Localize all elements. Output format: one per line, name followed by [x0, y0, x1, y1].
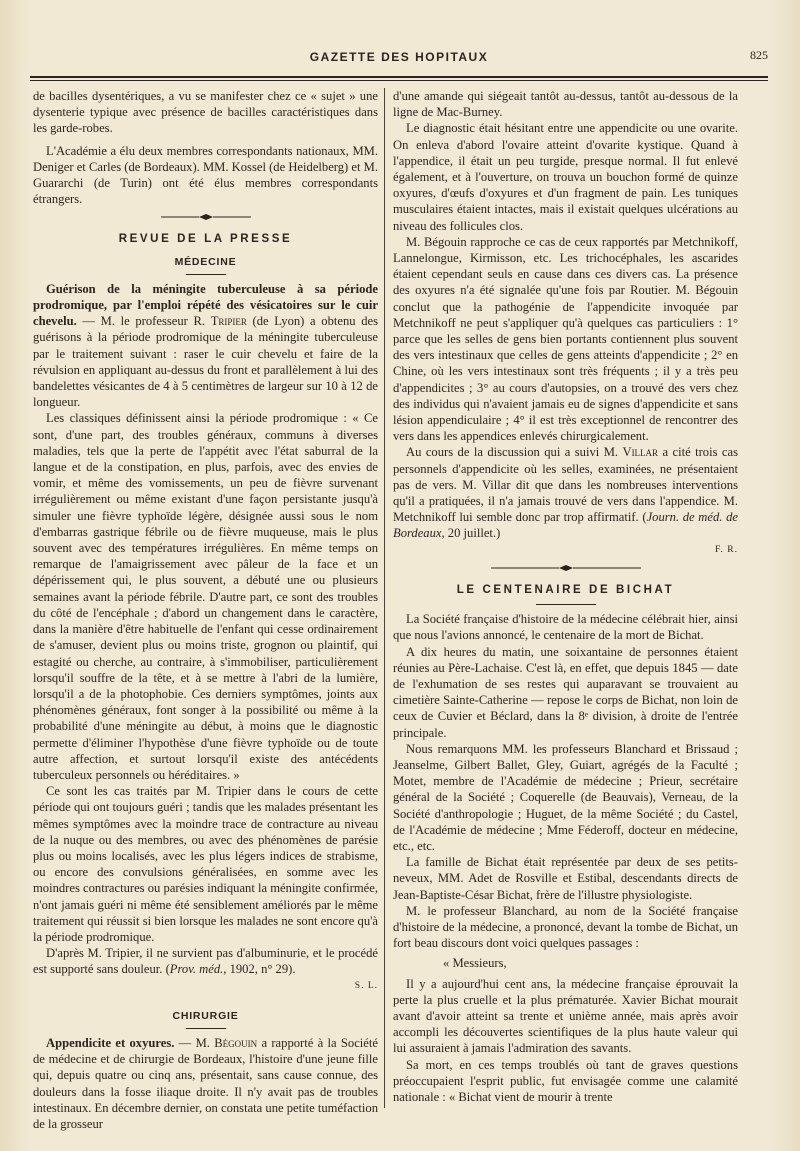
paragraph: A dix heures du matin, une soixantaine de personnes étaient réunies au Père-Lachaise. C'est là, en effet, que depuis 1845 — date de l'exhumation de ses restes qui auparavant se trouvaient au cimetière Sainte-Catherine — repose le corps de Bichat, non loin de ceux de Cuvier et Béclard, dans la 8ᵉ division, à droite de l'entrée principale. — [393, 644, 738, 740]
signature: S. L. — [354, 980, 378, 991]
subsection-rule — [186, 1028, 226, 1029]
page-number: 825 — [750, 48, 768, 62]
subsection-rule — [186, 274, 226, 275]
subsection-title: CHIRURGIE — [172, 1009, 239, 1022]
paragraph: Les classiques définissent ainsi la période prodromique : « Ce sont, d'une part, des troubles généraux, communs à diverses maladies, tels que la perte de l'appétit avec l'état saburral de la langue et de la constipation, en plus, parfois, avec des envies de vomir, et même des vomissements, un peu de fièvre survenant irrégulièrement ou même existant d'une façon persistante jusqu'à simuler une fièvre typhoïde légère, désignée aussi sous le nom d'embarras gastrique fébrile ou de fièvre muqueuse, mais le plus souvent avec des températures irrégulières. En même temps on remarque de l'amaigrissement avec pâleur de la face et un dépérissement qui, le plus souvent, a débuté une ou plusieurs semaines avant la période fébrile. D'autre part, ce sont des troubles du côté de l'encéphale ; d'abord un changement dans le caractère, dans la manière d'être habituelle de l'enfant qui cesse ordinairement de s'amuser, devient plus ou moins triste, grognon ou plaintif, qui estagité ou cherche, au contraire, à s'immobiliser, particulièrement lorsqu'il souffre de la tête, et à se mettre à l'abri de la lumière, lorsqu'il a de la photophobie. Ces derniers symptômes, joints aux phénomènes généraux, font songer à la possibilité ou même à la probabilité d'une méningite au début, à moins que le diagnostic permette d'éliminer l'hypothèse d'une fièvre typhoïde ou de toute autre affection, et surtout lorsqu'il existe des antécédents tuberculeux personnels ou héréditaires. » — [33, 411, 378, 782]
ornament-divider — [33, 213, 378, 221]
article-paragraph: Guérison de la méningite tuberculeuse à sa période prodromique, par l'emploi répété des vésicatoires sur le cuir chevelu. — M. le professeur R. Tripier (de Lyon) a obtenu des guérisons à la période prodromique de la méningite tuberculeuse par le traitement suivant : raser le cuir chevelu et faire de la révulsion en appliquant au-dessus du front et parallèlement à lui des bandelettes vésicantes de 4 à 5 centimètres de largeur sur 10 à 12 de longueur. — [33, 281, 378, 410]
article-title: Appendicite et oxyures. — [46, 1035, 175, 1050]
ornament-icon — [491, 564, 641, 572]
section-title: LE CENTENAIRE DE BICHAT — [456, 583, 675, 596]
paragraph: D'après M. Tripier, il ne survient pas d'albuminurie, et le procédé est supporté sans douleur. (Prov. méd., 1902, n° 29). — [33, 946, 378, 977]
paragraph: « Messieurs, — [443, 956, 507, 971]
paragraph: La Société française d'histoire de la médecine célébrait hier, ainsi que nous l'avions annoncé, le centenaire de la mort de Bichat. — [393, 612, 738, 643]
ornament-divider — [393, 564, 738, 572]
header-rule-thick — [30, 76, 768, 78]
paragraph: Il y a aujourd'hui cent ans, la médecine française éprouvait la perte la plus cruelle et la plus prématurée. Xavier Bichat mourait avant d'avoir atteint sa trente et unième année, mais après avoir accompli les découvertes scientifiques de la plus haute valeur qui lui assuraient à jamais l'admiration des savants. — [393, 976, 738, 1056]
article-paragraph: Appendicite et oxyures. — M. Bégouin a rapporté à la Société de médecine et de chirurgie de Bordeaux, l'histoire d'une jeune fille qui, depuis quatre ou cinq ans, présentait, sans cause connue, des douleurs dans la fosse iliaque droite. Il n'y avait pas de troubles intestinaux. En décembre dernier, on constata une petite tuméfaction de la grosseur — [33, 1035, 378, 1131]
column-divider — [384, 88, 385, 1108]
article-title: Guérison de la méningite tuberculeuse à sa période prodromique, par l'emploi répété des vésicatoires sur le cuir chevelu. — [33, 281, 378, 329]
paragraph: L'Académie a élu deux membres correspondants nationaux, MM. Deniger et Carles (de Bordeaux). MM. Kossel (de Heidelberg) et M. Guararchi (de Turin) ont été élus membres correspondants étrangers. — [33, 143, 378, 207]
paragraph: Ce sont les cas traités par M. Tripier dans le cours de cette période qui ont toujours guéri ; tandis que les malades présentant les mêmes symptômes avec la moindre trace de contracture au niveau de la nuque ou des membres, ou avec des phénomènes de parésie plus ou moins localisés, avec les plus légers indices de strabisme, ou encore des convulsions généralisées, en somme avec les moindres contractures ou parésies indiquant la méningite confirmée, n'ont jamais guéri ni même été sensiblement améliorés par le même traitement qui réussit si bien lorsque les malades ne sont encore qu'à la période prodromique. — [33, 784, 378, 944]
subsection-title: MÉDECINE — [174, 255, 237, 268]
ornament-icon — [161, 213, 251, 221]
reference: Journ. de méd. de Bordeaux — [393, 510, 738, 541]
paragraph: Le diagnostic était hésitant entre une appendicite ou une ovarite. On enleva d'abord l'ovaire atteint d'ovarite kystique. Quand à l'appendice, il était un peu turgide, presque normal. Il fut enlevé également, et à l'ouverture, on trouva un bouchon formé de quinze oxyures, d'œufs d'oxyures et d'un fragment de pain. Les tuniques musculaires étaient intactes, mais il existait quelques ulcérations au niveau des follicules clos. — [393, 121, 738, 233]
left-column — [33, 88, 378, 1132]
author-name: Villar — [622, 445, 659, 460]
paragraph: La famille de Bichat était représentée par deux de ses petits-neveux, MM. Adet de Rosville et Estibal, descendants directs de Jean-Baptiste-César Bichat, frère de l'illustre physiologiste. — [393, 855, 738, 902]
paragraph: Au cours de la discussion qui a suivi M. Villar a cité trois cas personnels d'appendicite où les selles, examinées, ne présentaient pas de vers. M. Villar dit que dans les nombreuses interventions qu'il a pratiquées, il n'a jamais trouvé de vers dans l'appendice. M. Metchnikoff lui semble donc par trop affirmatif. (Journ. de méd. de Bordeaux, 20 juillet.) — [393, 445, 738, 541]
journal-title: GAZETTE DES HOPITAUX — [309, 50, 489, 64]
reference: Prov. méd. — [169, 962, 224, 977]
paragraph: de bacilles dysentériques, a vu se manifester chez ce « sujet » une dysenterie typique avec présence de bacilles caractéristiques dans les garde-robes. — [33, 89, 378, 136]
paragraph: Sa mort, en ces temps troublés où tant de graves questions préoccupaient l'esprit public, fut envisagée comme une calamité nationale : « Bichat vient de mourir à trente — [393, 1057, 738, 1104]
paragraph: M. le professeur Blanchard, au nom de la Société française d'histoire de la médecine, a prononcé, devant la tombe de Bichat, un fort beau discours dont voici quelques passages : — [393, 903, 738, 951]
paragraph: M. Bégouin rapproche ce cas de ceux rapportés par Metchnikoff, Lannelongue, Kirmisson, etc. Les trichocéphales, les ascarides étaient cependant seuls en cause dans ces divers cas. La présence des oxyures n'a été signalée qu'une fois par Routier. M. Bégouin conclut que la pathogénie de l'appendicite invoquée par Metchnikoff ne peut s'appliquer qu'à quelques cas particuliers : 1° parce que les selles de gens bien portants contiennent plus souvent des vers intestinaux que celles de gens atteints d'appendicite ; 2° en Chine, où les vers intestinaux sont très fréquents ; il y a très peu d'appendicites ; 3° au cours d'autopsies, on a trouvé des vers chez des individus qui n'avaient jamais eu de signes d'appendicite et sans lésion appendiculaire ; 4° il est très exceptionnel de rencontrer des vers dans les appendices enlevés chirurgicalement. — [393, 234, 738, 444]
right-column — [393, 88, 738, 1105]
paragraph: d'une amande qui siégeait tantôt au-dessus, tantôt au-dessous de la ligne de Mac-Burney. — [393, 89, 738, 120]
author-name: Bégouin — [214, 1035, 258, 1050]
signature: F. R. — [715, 544, 738, 555]
section-rule — [536, 604, 596, 605]
header-rule-thin — [30, 80, 768, 81]
section-title: REVUE DE LA PRESSE — [118, 233, 293, 246]
paragraph: Nous remarquons MM. les professeurs Blanchard et Brissaud ; Jeanselme, Gilbert Ballet, Gley, Guiart, agrégés de la Faculté ; Motet, membre de l'Académie de médecine ; Prieur, secrétaire général de la Société ; Coquerelle (de Beauvais), Verneau, de la Société d'anthropologie ; Huguet, de la même Société ; du Castel, de l'Académie de médecine ; Mme Féderoff, docteur en médecine, etc., etc. — [393, 741, 738, 853]
author-name: Tripier — [210, 314, 247, 329]
